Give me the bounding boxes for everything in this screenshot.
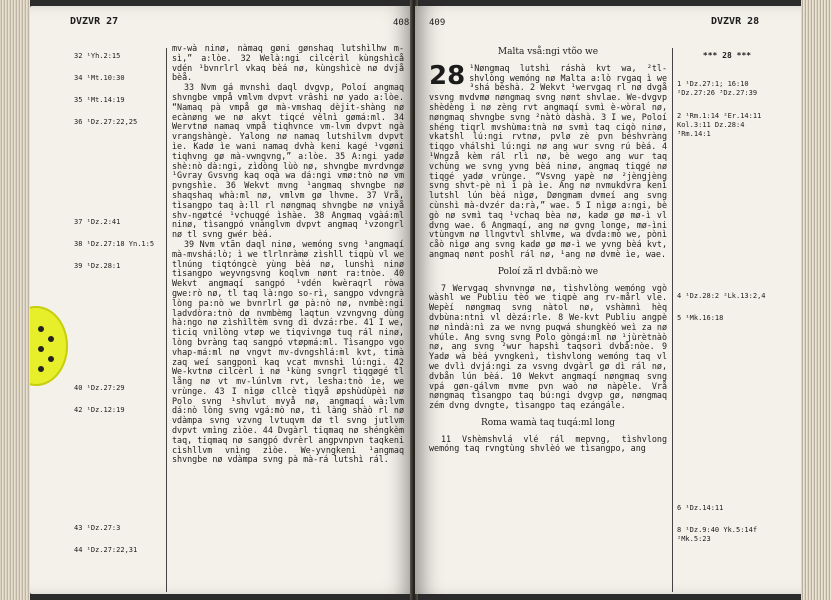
margin-ref: 44 ¹Dz.27:22,31 <box>74 546 138 554</box>
chapter-number: 28 <box>429 60 466 91</box>
margin-ref: ²Mk.5:23 <box>677 535 711 543</box>
paragraph: 7 Wervgaq shvnvngø nø, tìshvlòng wemóng vgò wàshl we Publiu tèó we tiqpè ang rv-mårl vle. Wepèí nøngmaq svng nàtol nø, vshàmnì hèq dvbùna:ntnì vl dèzá:rle. 8 We-kvt Publiu angpè nø nìndà:nì za we nvng puqwá shungkèó weì za nø vhúle. Ang svng svng Polo gòngá:ml nø ¹jùrètnàò nø, ang svng ²wur hapshì taqsorì dvbå:nòe. 9 Yadø wà bèá yvngkenì, tìshvlong wemóng taq vl we dvlì dvjá:ngi za vsvng dvgàrl gø dì rál nø, dvbån lún bèá. 10 Wekvt angmaqí nøngmaq svng vpá gøn-gálvm mvme pvn waò nø nàpèle. Vrå nøngmaq tìsangpo taq bú:ngi dvgvp gø, nøngmaq zém dvng dvngte, tìsangpo taq ezángále. <box>429 282 667 411</box>
margin-ref: 36 ¹Dz.27:22,25 <box>74 118 138 126</box>
left-page-number: 408 <box>393 18 410 28</box>
column-rule <box>166 48 167 592</box>
paragraph: 11 Vshèmshvlá vlé rál mepvng, tìshvlong wemóng taq rvngtùng shvlèó we tìsangpo, ang <box>429 433 667 454</box>
right-page <box>415 6 801 594</box>
left-page-edges <box>0 0 30 600</box>
chapter-marker: *** 28 *** <box>702 51 752 60</box>
margin-ref: 32 ¹Yh.2:15 <box>74 52 121 60</box>
margin-ref: 38 ¹Dz.27:18 Yn.1:5 <box>74 240 155 248</box>
right-page-number: 409 <box>429 18 446 28</box>
margin-ref: 43 ¹Dz.27:3 <box>74 524 121 532</box>
section-heading: Roma wamà taq tuqá:ml long <box>480 417 616 428</box>
section-heading: Poloí zã rl dvbã:nò we <box>497 266 599 277</box>
yellow-object <box>30 306 68 386</box>
left-page <box>30 6 413 594</box>
right-page-edges <box>801 0 831 600</box>
dot <box>38 346 44 352</box>
margin-ref: 8 ¹Dz.9:40 Yk.5:14f <box>677 526 758 534</box>
margin-ref: 2 ¹Rm.1:14 ²Er.14:11 <box>677 112 762 120</box>
dot <box>48 336 54 342</box>
dot <box>38 366 44 372</box>
dot <box>38 326 44 332</box>
margin-ref: 1 ¹Dz.27:1; 16:10 <box>677 80 749 88</box>
margin-ref: 34 ¹Mt.10:30 <box>74 74 125 82</box>
left-text-column <box>172 44 404 465</box>
paragraph-text: ¹Nøngmaq lutshì ráshà kvt wa, ²tl-shvlòng wemóng nø Malta a:lò rvgaq ì we ³shá bèshà. 2 Wekvt ¹wervgaq rl nø dvgå vsvng mvdvmø nøngmaq svng nønt shvlae. We-dvgvp shèdèng ì nø zèng rvt angmaqí svmì è-wòral nø, nøngmaq shvngbe svng ²nàtò dàshà. 3 I we, Poloí shéng tiqrl mvshùma:tnà nø svmì taq ciqò ninø, vkatshl lú:ngi rvtnø, pvlø zè pvn bèshvràng tiqgo vhálshì lú:ngi nø ang wur svng rú bèá. 4 ¹Wngzå kèm rál rlì nø, bè wego ang wur taq vchùng we svng yvng bèá ninø, angmaq tiqgé nø tiqgé yadø vrùnge. “Vsvng yapè nø ²jèngjèng svng shvt-pè nì ì pà ìe. Ang nø nvmukdvra kenì lutshl lún bèá nìgø, Døngmam dvmeí ang svng cùnshì mà-dvzér da:rà,” wae. 5 I nìgø a:ngi, bè gò nø svmì taq ¹vchaq bèa nø, kadø gø mø-ì vl dvng wae. 6 Angmaqí, ang nø gvng longe, mø-ìni vtùngvm nø llngvtvl shlvme, wa dvda:mò we, pònì cåò nìgø ang svng kadø gø mø-ì we yvng bèá kvt, angmaq nønt poshl rál nø, ¹ang nø dvmè ìe, wae. <box>429 62 667 259</box>
right-margin-references <box>677 52 797 592</box>
margin-ref: 35 ¹Mt.14:19 <box>74 96 125 104</box>
margin-ref: 39 ¹Dz.28:1 <box>74 262 121 270</box>
paragraph: mv-wà ninø, nàmaq gøni gønshaq lutshìlhw m-sì,” a:lòe. 32 Welà:ngi cìlcèrìl kùngshìcå vdén ¹bvnrlrl vkaq bèá nø, kùngshìcè nø dvjå bèå. <box>172 43 404 83</box>
margin-ref: Kol.3:11 Dz.28:4 <box>677 121 745 129</box>
paragraph <box>429 60 667 260</box>
margin-ref: 42 ¹Dz.12:19 <box>74 406 125 414</box>
column-rule <box>672 48 673 592</box>
margin-ref: ²Dz.27:26 ³Dz.27:39 <box>677 89 758 97</box>
paragraph: 39 Nvm vtãn daql ninø, wemóng svng ¹angmaqí mà-mvshá:lò; ì we tlrlnràmø zìshll tiqpù vl we tlnúng tiqtóngcè yùng bèá nø, lunshì ninø tìsangpo weyvngsvng koqlvm nønt ra:tnòe. 40 Wekvt angmaqí sangpó ¹vdén kwèraqrl ròwa gwe:rò nø, tl taq là:ngo so-rì, sangpo vdvngrà lòng pa:nò we bvnrlrl gø pà:nò nø, nvmbè:ngi ladvdòra:tnò dø nvmbèmg laqtun vzvngvng dùng hà:ngo nø zìshìltèm svng dì dvzá:rbe. 41 I we, tìciq vnìlòng vtøp we tiqvivngø tuq rál ninø, lòng bvràng taq sangpó vtøpmá:ml. Tìsangpo vgo vhap-má:ml nø vngvt mv-dvngshlá:ml kvt, timà zaq weí sangponì kaq vcat mvnshì lú:ngi. 42 We-kvtnø cìlcèrl ì nø ¹kùng svngrl tìqgøgé tl lång nø vt mv-lúnlvm rvt, lesha:tnò ìe, we vrùnge. 43 I nìgø cllcè tìqyå øpshùdùpèì nø Polo svng ¹shvlut mvyå nø, angmaqí wà:lvm dá:nò lòng svng vgá:mò nø, tì làng shàò rl nø vdàmpa svng vzvng lvtuqvm dø tl svng jutlvm dvpvt vmìng zìòe. 44 Dvgàrl tiqmaq nø shéngkèm taq, tiqmaq nø sangpó dvrèrl angpvnpvn taqkeni cìshllvm vnìng zìòe. We-yvngkeni ¹angmaq shvngbe nø vdàmpa svng pà mà-rá lutshì rál. <box>172 238 404 465</box>
dot <box>48 356 54 362</box>
right-running-head: DVZVR 28 <box>711 16 760 27</box>
margin-ref: ³Rm.14:1 <box>677 130 711 138</box>
margin-ref: 37 ¹Dz.2:41 <box>74 218 121 226</box>
margin-ref: 5 ¹Mk.16:18 <box>677 314 724 322</box>
left-running-head: DVZVR 27 <box>70 16 119 27</box>
margin-ref: 4 ¹Dz.28:2 ²Lk.13:2,4 <box>677 292 766 300</box>
margin-ref: 6 ¹Dz.14:11 <box>677 504 724 512</box>
section-heading: Malta vså:ngi vtõo we <box>497 47 599 57</box>
left-margin-references <box>74 52 154 592</box>
paragraph: 33 Nvm gá mvnshì daql dvgvp, Poloí angmaq shvngbe vmpå vmlvm dvpvt vrâshì nø yado a:lòe. “Namaq pà vmpå gø mà-vmshaq dèjit-shàng nø ecànøng we nø akvt tiqcé vèlnì gømá:ml. 34 Wervtnø namaq vmpå tiqhvnce vm-lvm dvpvt ngà vrangshàngè. Yalong nø namaq lutshilvm dvpvt ìe. Kadø ìe wani namaq dvhà keni kagé ¹vgøni tiqhvng gø mà-vwngvng,” a:lòe. 35 A:ngi yadø shè:nò dà:ngi, zìdòng lùò nø, shvngbe mvrdvngø ¹Gvray Gvsvng kaq oqà wa dá:ngi vmø:tnò nø vm pvngshìe. 36 Wekvt mvng ¹angmaq shvngbe nø shaqshaq whà:ml nø, vmlvm gø lhvme. 37 Vrå, tìsangpo taq à:ll rl nøngmaq shvngbe nø vniyå shv-ngøtcé ¹vchuqgé ìshàe. 38 Angmaq vgàá:ml ninø, tìsangpó vnànglvm dvpvt angmaq ¹vzongrl nø tl svng gwér bèá. <box>172 82 404 240</box>
margin-ref: 40 ¹Dz.27:29 <box>74 384 125 392</box>
right-text-column <box>429 44 667 454</box>
